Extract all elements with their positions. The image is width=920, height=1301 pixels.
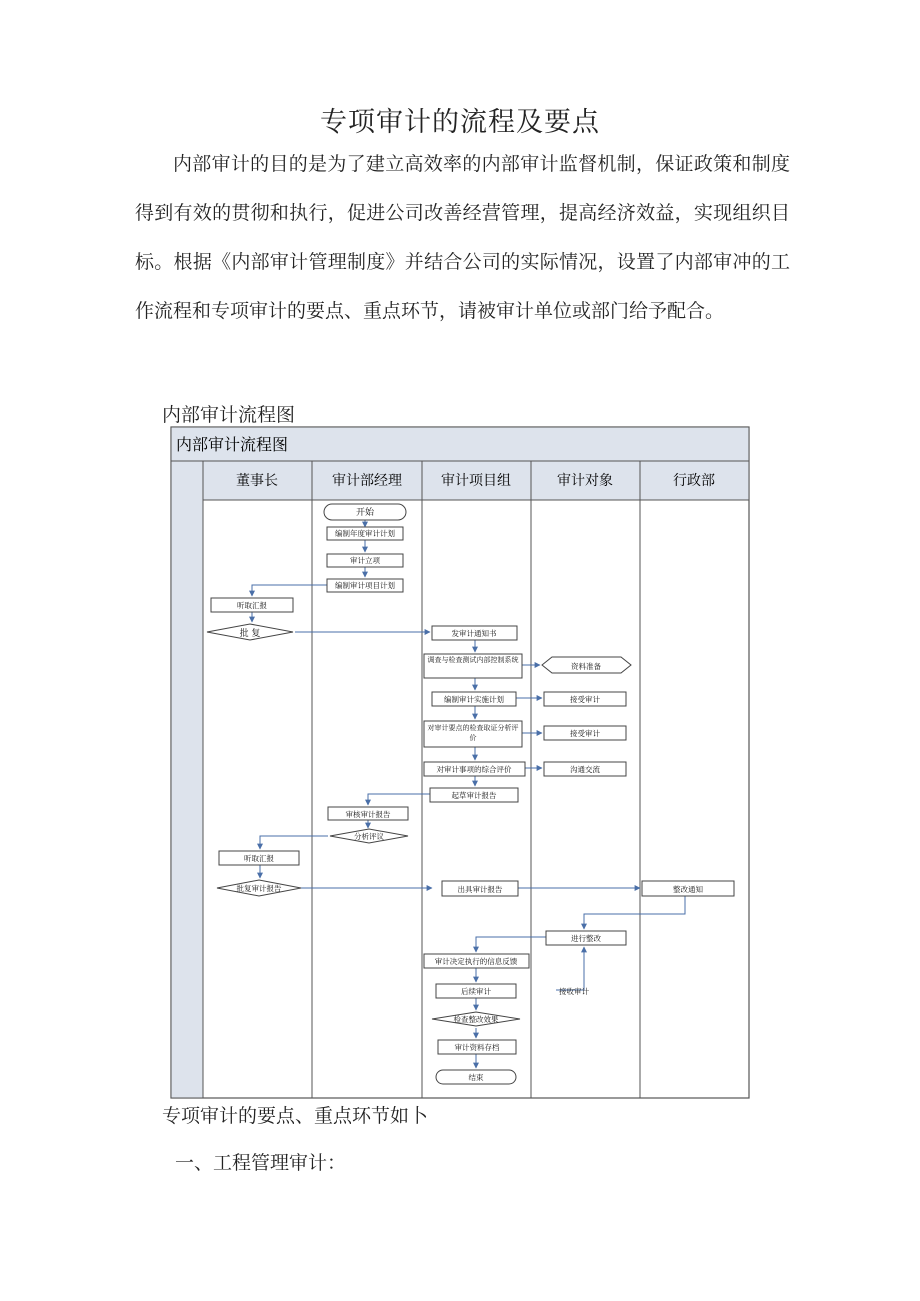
node-approve: 批 复 — [239, 629, 261, 639]
node-check-rectify: 检查整改效果 — [453, 1015, 499, 1024]
flowchart-header: 内部审计流程图 — [176, 435, 289, 454]
node-rectify: 进行整改 — [571, 934, 601, 943]
lane-admin-dept: 行政部 — [673, 473, 715, 489]
node-notice: 发审计通知书 — [451, 629, 497, 638]
node-hear-report-1: 听取汇报 — [237, 601, 267, 610]
node-feedback: 审计决定执行的信息反馈 — [434, 957, 518, 966]
node-accept-audit-1: 接受审计 — [570, 695, 600, 704]
node-approve-report: 批复审计报告 — [236, 884, 282, 893]
node-follow-up: 后续审计 — [461, 987, 491, 996]
node-accept-audit-2: 接受审计 — [570, 729, 600, 738]
node-rectify-notice: 整改通知 — [673, 885, 703, 894]
node-audit-approval: 审计立项 — [350, 556, 380, 565]
audit-flowchart — [170, 426, 750, 1099]
figure-caption: 内部审计流程图 — [162, 404, 296, 426]
lane-auditee: 审计对象 — [557, 473, 613, 489]
node-impl-plan: 编制审计实施计划 — [444, 695, 504, 704]
node-project-plan: 编制审计项目计划 — [335, 581, 395, 590]
node-accept-follow: 接收审计 — [559, 987, 589, 996]
lane-chairman: 董事长 — [236, 473, 278, 489]
node-investigate: 调查与检查测试内部控制系统 — [427, 656, 519, 664]
node-start: 开始 — [355, 508, 375, 518]
node-communicate: 沟通交流 — [570, 765, 600, 774]
node-analysis-review: 分析评议 — [354, 832, 384, 841]
node-analysis-eval: 对审计要点的检查取证分析评价 — [427, 724, 519, 742]
section-heading-1: 一、工程管理审计： — [175, 1152, 347, 1174]
node-prepare-materials: 资料准备 — [571, 662, 601, 671]
node-draft-report: 起草审计报告 — [451, 791, 497, 800]
node-archive: 审计资料存档 — [454, 1043, 500, 1052]
intro-paragraph — [135, 140, 790, 336]
document-title: 专项审计的流程及要点 — [320, 107, 600, 138]
node-review-report: 审核审计报告 — [345, 810, 391, 819]
node-overall-eval: 对审计事项的综合评价 — [436, 765, 512, 774]
lane-audit-manager: 审计部经理 — [332, 473, 402, 489]
node-end: 结束 — [468, 1073, 484, 1082]
section-intro: 专项审计的要点、重点环节如卜 — [162, 1105, 429, 1127]
node-issue-report: 出具审计报告 — [457, 885, 503, 894]
lane-project-team: 审计项目组 — [441, 473, 511, 489]
node-hear-report-2: 听取汇报 — [244, 854, 274, 863]
intro-text: 内部审计的目的是为了建立高效率的内部审计监督机制，保证政策和制度得到有效的贯彻和执行，促进公司改善经营管理，提高经济效益，实现组织目标。根据《内部审计管理制度》并结合公司的实际情况，设置了内部审冲的工作流程和专项审计的要点、重点环节，请被审计单位或部门给予配合。 — [135, 153, 790, 322]
node-annual-plan: 编制年度审计计划 — [335, 529, 395, 538]
